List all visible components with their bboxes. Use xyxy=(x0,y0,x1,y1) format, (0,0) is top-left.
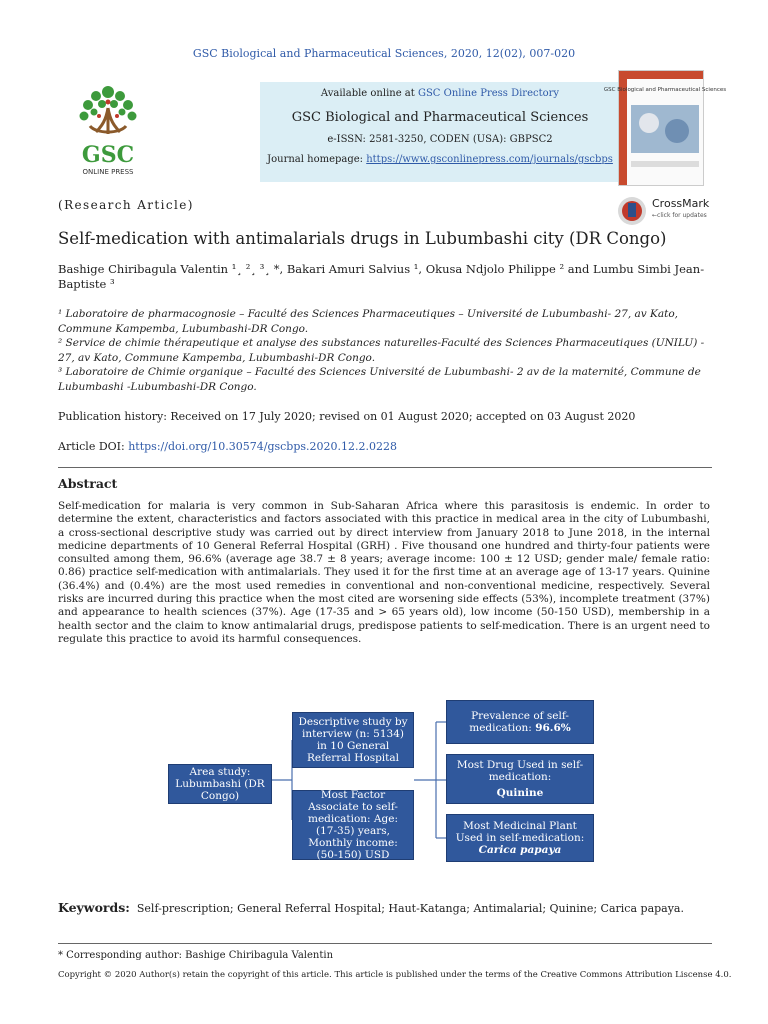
diagram-factor-box: Most Factor Associate to self-medication: Age: (17-35) years, Monthly income: (50-150) USD xyxy=(292,790,414,860)
keywords xyxy=(58,900,684,915)
doi-link[interactable]: https://doi.org/10.30574/gscbps.2020.12.2.0228 xyxy=(128,440,397,453)
prevalence-value: 96.6% xyxy=(535,722,571,734)
journal-banner xyxy=(60,78,727,184)
crossmark-sublabel: ←click for updates xyxy=(652,212,707,219)
doi-prefix: Article DOI: xyxy=(58,440,129,453)
article-type: (Research Article) xyxy=(58,198,194,212)
crossmark-label: CrossMark xyxy=(652,197,710,210)
article-title: Self-medication with antimalarials drugs in Lubumbashi city (DR Congo) xyxy=(58,229,667,248)
plant-label: Most Medicinal Plant Used in self-medication: xyxy=(455,820,585,844)
keywords-label: Keywords: xyxy=(58,900,130,915)
affiliation-2: ² Service de chimie thérapeutique et analyse des substances naturelles-Faculté des Sciences Pharmaceutiques (UNILU) - 27, av Kato, Commune Kampemba, Lubumbashi-DR Congo. xyxy=(58,337,705,364)
journal-citation: GSC Biological and Pharmaceutical Sciences, 2020, 12(02), 007-020 xyxy=(192,47,576,60)
corresponding-author: * Corresponding author: Bashige Chiribagula Valentin xyxy=(58,950,334,961)
journal-cover-image xyxy=(603,70,727,186)
abstract-heading: Abstract xyxy=(58,476,118,491)
cover-title: GSC Biological and Pharmaceutical Sciences xyxy=(603,87,727,93)
affiliation-1: ¹ Laboratoire de pharmacognosie – Faculté des Sciences Pharmaceutiques – Université de Lubumbashi- 27, av Kato, Commune Kampemba, Lubumbashi-DR Congo. xyxy=(58,308,679,335)
logo-text: GSC xyxy=(81,142,135,168)
plant-value: Carica papaya xyxy=(478,844,562,856)
drug-label: Most Drug Used in self-medication: xyxy=(456,759,584,783)
homepage-prefix: Journal homepage: xyxy=(267,154,367,165)
crossmark-badge[interactable] xyxy=(616,194,708,228)
diagram-descriptive-box: Descriptive study by interview (n: 5134) in 10 General Referral Hospital xyxy=(292,712,414,768)
issn-line: e-ISSN: 2581-3250, CODEN (USA): GBPSC2 xyxy=(327,134,553,145)
doi-line xyxy=(58,440,397,453)
publication-history: Publication history: Received on 17 July 2020; revised on 01 August 2020; accepted on 03 August 2020 xyxy=(58,410,636,423)
author-list: Bashige Chiribagula Valentin ¹¸ ²¸ ³¸ *, Bakari Amuri Salvius ¹, Okusa Ndjolo Philippe ² and Lumbu Simbi Jean-Baptiste ³ xyxy=(58,262,705,291)
available-prefix: Available online at xyxy=(320,88,418,99)
directory-link[interactable]: GSC Online Press Directory xyxy=(417,88,560,99)
drug-value: Quinine xyxy=(496,787,544,799)
diagram-plant-box xyxy=(446,814,594,862)
diagram-drug-box xyxy=(446,754,594,804)
diagram-area-box: Area study: Lubumbashi (DR Congo) xyxy=(168,764,272,804)
affiliations xyxy=(58,307,708,394)
graphical-abstract xyxy=(160,696,600,866)
homepage-link[interactable]: https://www.gsconlinepress.com/journals/gscbps xyxy=(366,154,613,165)
affiliation-3: ³ Laboratoire de Chimie organique – Faculté des Sciences Université de Lubumbashi- 2 av de la maternité, Commune de Lubumbashi -Lubumbashi-DR Congo. xyxy=(58,366,701,393)
gsc-logo xyxy=(66,78,150,184)
divider xyxy=(58,467,712,468)
logo-subtext: ONLINE PRESS xyxy=(82,168,134,176)
prevalence-label: Prevalence of self-medication: xyxy=(469,710,569,734)
journal-name: GSC Biological and Pharmaceutical Sciences xyxy=(291,110,589,125)
abstract-text: Self-medication for malaria is very common in Sub-Saharan Africa where this parasitosis is endemic. In order to determine the extent, characteristics and factors associated with this practice in medical area in the city of Lubumbashi, a cross-sectional descriptive study was carried out by direct interview from January 2018 to June 2018, in the internal medicine departments of 10 General Referral Hospital (GRH) . Five thousand one hundred and thirty-four patients were consulted among them, 96.6% (average age 38.7 ± 8 years; average income: 100 ± 12 USD; gender male/ female ratio: 0.86) practice self-medication with antimalarials. They used it for the first time at an average age of 13-17 years. Quinine (36.4%) and (0.4%) are the most used remedies in conventional and non-conventional medicine, respectively. Several risks are incurred during this practice when the most cited are worsening side effects (53%), incomplete treatment (37%) and appearance to health sciences (37%). Age (17-35 and > 65 years old), low income (50-150 USD), membership in a health sector and the claim to know antimalarial drugs, predispose patients to self-medication. There is an urgent need to regulate this practice to avoid its harmful consequences. xyxy=(58,500,710,645)
copyright-notice: Copyright © 2020 Author(s) retain the copyright of this article. This article is published under the terms of the Creative Commons Attribution Liscense 4.0. xyxy=(58,970,732,980)
keywords-list: Self-prescription; General Referral Hospital; Haut-Katanga; Antimalarial; Quinine; Carica papaya. xyxy=(136,902,684,915)
footer-divider xyxy=(58,943,712,944)
diagram-prevalence-box xyxy=(446,700,594,744)
